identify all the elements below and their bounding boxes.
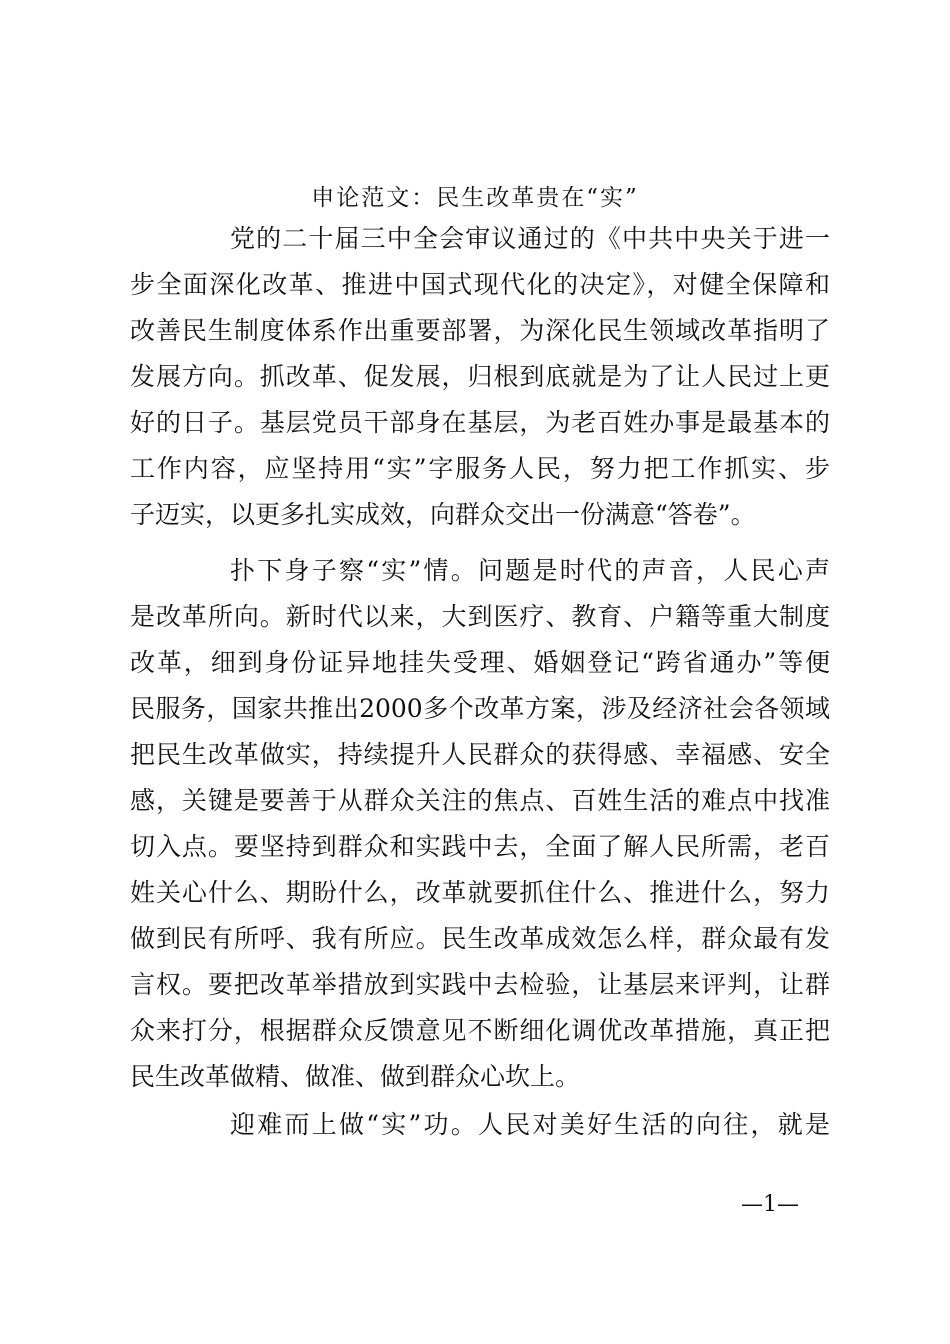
document-title: 申论范文：民生改革贵在“实”: [311, 185, 639, 211]
paragraph-1-line-7: 子迈实，以更多扎实成效，向群众交出一份满意“答卷”。: [130, 500, 756, 529]
page-number: —1—: [741, 1192, 799, 1217]
paragraph-1-line-1: 党的二十届三中全会审议通过的《中共中央关于进一: [230, 224, 830, 253]
paragraph-1-line-6: 工作内容，应坚持用“实”字服务人民，努力把工作抓实、步: [130, 454, 830, 483]
paragraph-1-line-4: 发展方向。抓改革、促发展，归根到底就是为了让人民过上更: [130, 362, 830, 391]
paragraph-2-line-4: 民服务，国家共推出2000多个改革方案，涉及经济社会各领域: [130, 694, 830, 723]
paragraph-2-line-3: 改革，细到身份证异地挂失受理、婚姻登记“跨省通办”等便: [130, 648, 830, 677]
paragraph-2-line-2: 是改革所向。新时代以来，大到医疗、教育、户籍等重大制度: [130, 602, 830, 631]
paragraph-2-line-1: 扑下身子察“实”情。问题是时代的声音，人民心声: [230, 556, 830, 585]
paragraph-1-line-2: 步全面深化改革、推进中国式现代化的决定》，对健全保障和: [130, 270, 830, 299]
paragraph-2-line-6: 感，关键是要善于从群众关注的焦点、百姓生活的难点中找准: [130, 786, 830, 815]
paragraph-2-line-12: 民生改革做精、做准、做到群众心坎上。: [130, 1062, 581, 1091]
paragraph-1-line-5: 好的日子。基层党员干部身在基层，为老百姓办事是最基本的: [130, 408, 830, 437]
paragraph-2-line-9: 做到民有所呼、我有所应。民生改革成效怎么样，群众最有发: [130, 924, 830, 953]
paragraph-2-line-8: 姓关心什么、期盼什么，改革就要抓住什么、推进什么，努力: [130, 878, 830, 907]
paragraph-2-line-7: 切入点。要坚持到群众和实践中去，全面了解人民所需，老百: [130, 832, 830, 861]
paragraph-2-line-10: 言权。要把改革举措放到实践中去检验，让基层来评判，让群: [130, 970, 830, 999]
paragraph-1-line-3: 改善民生制度体系作出重要部署，为深化民生领域改革指明了: [130, 316, 830, 345]
paragraph-2-line-11: 众来打分，根据群众反馈意见不断细化调优改革措施，真正把: [130, 1016, 830, 1045]
paragraph-2-line-5: 把民生改革做实，持续提升人民群众的获得感、幸福感、安全: [130, 740, 830, 769]
paragraph-3-line-1: 迎难而上做“实”功。人民对美好生活的向往，就是: [230, 1110, 830, 1139]
